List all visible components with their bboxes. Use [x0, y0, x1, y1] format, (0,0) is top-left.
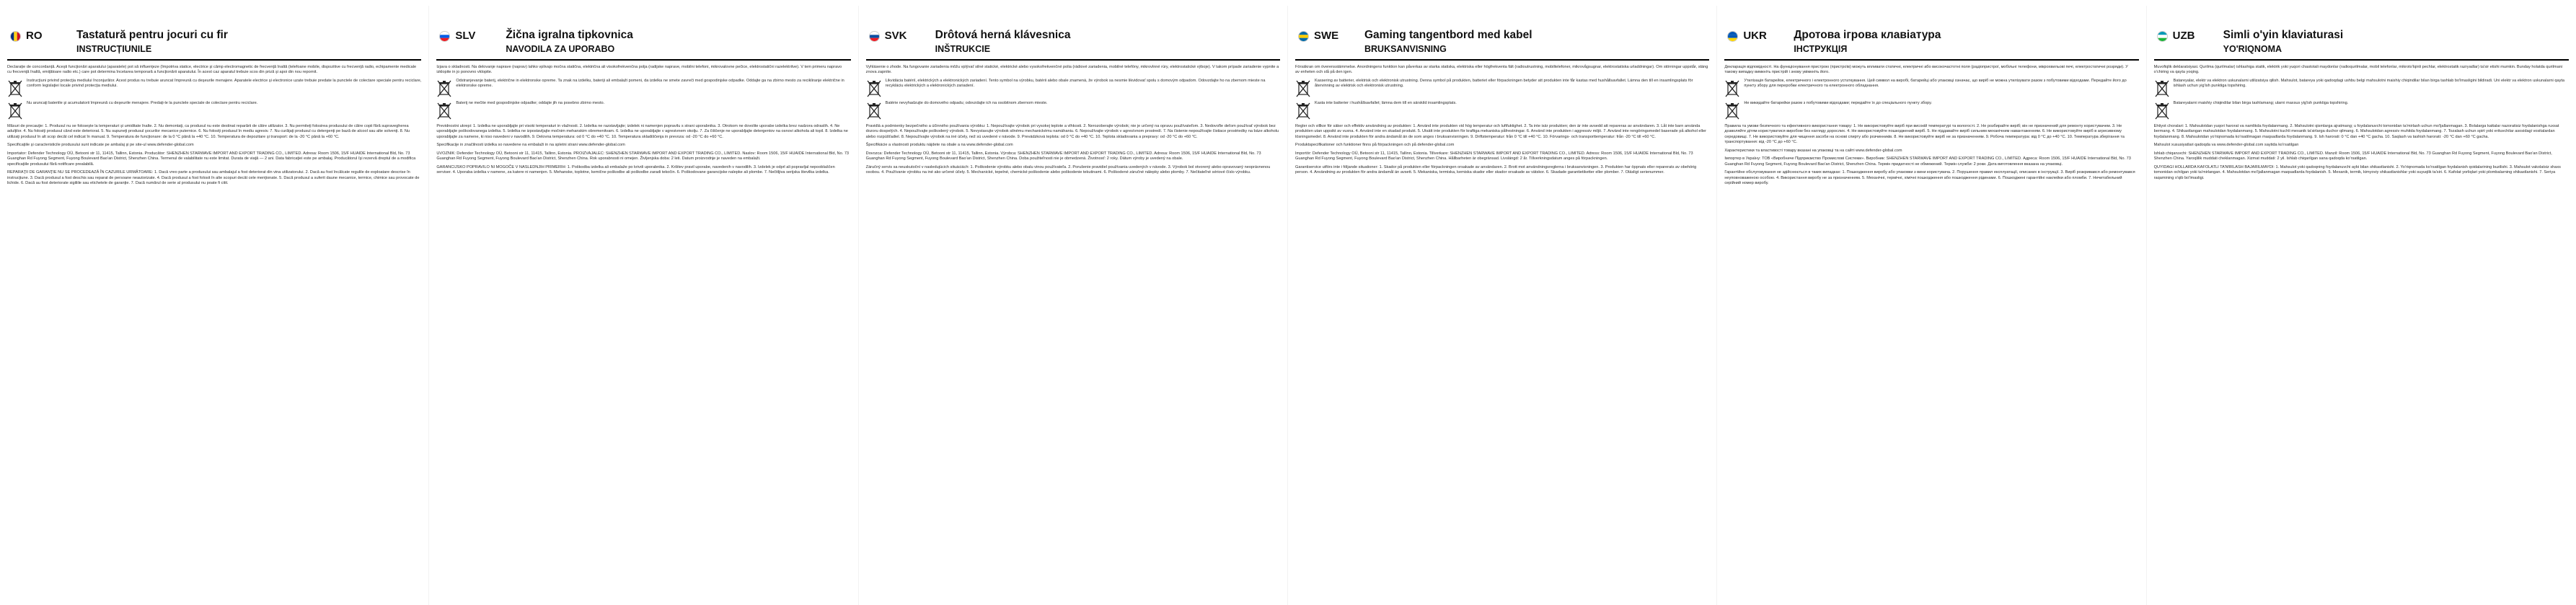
- column-header: [1724, 27, 2138, 61]
- body-paragraph: Špecifikácie a vlastnosti produktu nájdete na obale a na www.defender-global.com: [865, 143, 1013, 148]
- body-paragraph: Ehtiyot choralari: 1. Mahsulotdan yuqori harorat va namlikda foydalanmang. 2. Mahsulotni qismlarga ajratmang; u foydalanuvchi tomonidan ta'mirlash uchun mo'ljallanmagan. 3. Bolalarga kattalar nazoratisiz foydalanishga ruxsat bermang. 4. Shikastlangan mahsulotdan foydalanmang. 5. Mahsulotni kuchli mexanik ta'sirlarga duchor qilmang. 6. Mahsulotdan agressiv muhitda foydalanmang. 7. Tozalash uchun spirt yoki erituvchilar asosidagi vositalardan foydalanmang. 8. Mahsulotdan yo'riqnomada ko'rsatilmagan maqsadlarda foydalanmang. 9. Ish harorati: 0 °C dan +40 °C gacha. 10. Saqlash va tashish harorati: -20 °C dan +60 °C gacha.: [2153, 123, 2559, 139]
- crossed-bin-icon: [1295, 79, 1311, 98]
- column-header: [436, 27, 850, 61]
- body-paragraph: Importör: Defender Technology OÜ, Betooni str 11, 11415, Tallinn, Estonia. Tillverkare: SHENZHEN STARWAVE IMPORT AND EXPORT TRADING CO., LIMITED. Adress: Room 1506, 15/F HUAIDE International Bld, No. 73 Guanghan Rd Fuyong Segment, Fuyong Boulevard Bao'an District, Shenzhen China. Hållbarheten är obegränsad. Livslängd: 2 år. Tillverkningsdatum anges på förpackningen.: [1294, 151, 1693, 162]
- disposal-warning: [436, 79, 850, 98]
- warning-text: Instrucţiuni privind protecţia mediului înconjurător. Acest produs nu trebuie aruncat împreună cu deşeurile menajere. Aparatele electrice şi electronice uzate trebuie predate la punctele de colectare speciale pentru reciclare, conform legislaţiei locale privind protecţia mediului.: [27, 79, 422, 89]
- body-paragraph: REPARAŢII DE GARANŢIE NU SE PROCEDEAZĂ ÎN CAZURILE URMĂTOARE: 1. Dacă vreo parte a produsului sau ambalajul a fost deteriorat din vina utilizatorului. 2. Dacă au fost încălcate regulile de exploatare descrise în instrucţiune. 3. Dacă produsul a fost deschis sau reparat de persoane neautorizate. 4. Dacă produsul a fost folosit în alte scopuri decât cele menţionate. 5. Dacă produsul a suferit daune mecanice, termice, chimice sau provocate de lichide. 6. Dacă au fost deteriorate sigiliile sau etichetele de garanţie. 7. Dacă numărul de serie al produsului nu poate fi citit.: [7, 170, 420, 186]
- crossed-bin-icon: [1295, 102, 1311, 120]
- language-code: SVK: [884, 30, 907, 42]
- flag-icon: [2157, 31, 2168, 42]
- product-title: Simli o'yin klaviaturasi: [2223, 29, 2344, 41]
- body-paragraph: Muvofiqlik deklaratsiyasi. Qurilma (qurilmalar) ishlashiga statik, elektrik yoki yuqori chastotali maydonlar (radioqurilmalar, mobil telefonlar, mikroto'lqinli pechlar, elektrostatik razryadlar) ta'sir etishi mumkin. Bunday holatda qurilmani o'chiring va qayta yoqing.: [2153, 65, 2563, 75]
- warning-text: Likvidácia batérií, elektrických a elektronických zariadení. Tento symbol na výrobku, batérii alebo obale znamená, že výrobok sa nesmie likvidovať spolu s domovým odpadom. Odovzdajte ho na zbernom mieste na recykláciu elektrických a elektronických zariadení.: [885, 79, 1266, 89]
- section-subtitle: BRUKSANVISNING: [1364, 44, 1447, 54]
- language-column-ukr: [1717, 6, 2146, 605]
- language-code: RO: [26, 30, 43, 42]
- instruction-body: [1724, 65, 2138, 186]
- body-paragraph: UVOZNIK: Defender Technology OÜ, Betooni str 11, 11415, Tallinn, Estonia. PROIZVAJALEC: SHENZHEN STARWAVE IMPORT AND EXPORT TRADING CO., LIMITED. Naslov: Room 1506, 15/F HUAIDE International Bld, No. 73 Guanghan Rd Fuyong Segment, Fuyong Boulevard Bao'an District, Shenzhen China. Rok uporabnosti ni omejen. Življenjska doba: 2 leti. Datum proizvodnje je naveden na embalaži.: [436, 151, 850, 162]
- flag-icon: [1727, 31, 1738, 42]
- body-paragraph: GARANCIJSKO POPRAVILO NI MOGOČE V NASLEDNJIH PRIMERIH: 1. Poškodba izdelka ali embalaže po krivdi uporabnika. 2. Kršitev pravil uporabe, navedenih v navodilih. 3. Izdelek je odprl ali popravljal nepooblaščen serviser. 4. Uporaba izdelka v namene, za katere ni namenjen. 5. Mehanske, toplotne, kemične poškodbe ali poškodbe zaradi tekočin. 6. Poškodovane garancijske nalepke ali plombe. 7. Nečitljiva serijska številka izdelka.: [436, 165, 835, 175]
- body-paragraph: Характеристики та властивості товару вказані на упаковці та на сайті www.defender-global.com: [1724, 148, 1902, 153]
- disposal-warning: [7, 79, 421, 98]
- disposal-warning: [1724, 101, 2138, 120]
- product-title: Drôtová herná klávesnica: [935, 29, 1071, 41]
- language-column-swe: [1288, 6, 1717, 605]
- body-paragraph: Măsuri de precauţie: 1. Produsul nu se folosește la temperaturi şi umiditate înalte. 2. Nu demontaţi, ca produsul nu este destinat reparării de către utilizator. 3. Nu permiteţi folosirea produsului de către copii fără supravegherea adulţilor. 4. Nu folosiţi produsul când este deteriorat. 5. Nu supuneţi produsul şocurilor mecanice puternice. 6. Nu folosiţi produsul în mediu agresiv. 7. Nu curăţaţi produsul cu detergenţi pe bază de alcool sau alte solvenţi. 8. Nu utilizaţi produsul în alt scop decât cel indicat în manual. 9. Temperatura de funcţionare: de la 0 °C până la +40 °C. 10. Temperatura de depozitare şi transport: de la -20 °C până la +60 °C.: [7, 123, 410, 139]
- crossed-bin-icon: [7, 79, 23, 98]
- flag-icon: [1298, 31, 1309, 42]
- instruction-body: [1295, 65, 1709, 176]
- warning-text: Не викидайте батарейки разом з побутовими відходами; передайте їх до спеціального пункту збору.: [1744, 101, 1932, 106]
- column-header: [866, 27, 1280, 61]
- disposal-warning: [866, 79, 1280, 98]
- body-paragraph: Försäkran om överensstämmelse. Anordningens funktion kan påverkas av starka statiska, elektriska eller högfrekventa fält (radioutrustning, mobiltelefoner, mikrovågsugnar, elektrostatiska urladdningar). Om störningar uppstår, stäng av enheten och slå på den igen.: [1294, 65, 1708, 75]
- product-title: Žična igralna tipkovnica: [506, 29, 633, 41]
- body-paragraph: Specifikacije in značilnosti izdelka so navedene na embalaži in na spletni strani www.defender-global.com: [436, 143, 625, 148]
- language-column-uzb: [2147, 6, 2576, 605]
- body-paragraph: Previdnostni ukrepi: 1. Izdelka ne uporabljajte pri visoki temperaturi in vlažnosti. 2. Izdelka ne razstavljajte; izdelek ni namenjen popravilu s strani uporabnika. 3. Otrokom ne dovolite uporabe izdelka brez nadzora odraslih. 4. Ne uporabljajte poškodovanega izdelka. 5. Izdelka ne izpostavljajte močnim mehanskim obremenitvam. 6. Izdelka ne uporabljajte v agresivnem okolju. 7. Za čiščenje ne uporabljajte detergentov na osnovi alkohola ali topil. 8. Izdelka ne uporabljajte za namene, ki niso navedeni v navodilih. 9. Delovna temperatura: od 0 °C do +40 °C. 10. Temperatura skladiščenja in prevoza: od -20 °C do +60 °C.: [436, 123, 848, 139]
- column-header: [2154, 27, 2569, 61]
- warning-text: Odstranjevanje baterij, električne in elektronske opreme. Ta znak na izdelku, bateriji ali embalaži pomeni, da izdelka ne smete zavreči med gospodinjske odpadke. Oddajte ga na zbirno mesto za recikliranje električne in elektronske opreme.: [456, 79, 844, 89]
- body-paragraph: Mahsulot xususiyatlari qadoqda va www.defender-global.com saytida ko'rsatilgan: [2153, 143, 2299, 148]
- body-paragraph: QUYIDAGI HOLLARDA KAFOLATLI TA'MIRLASH BAJARILMAYDI: 1. Mahsulot yoki qadoqning foydalanuvchi aybi bilan shikastlanishi. 2. Yo'riqnomada ko'rsatilgan foydalanish qoidalarining buzilishi. 3. Mahsulot vakolatsiz shaxs tomonidan ochilgan yoki ta'mirlangan. 4. Mahsulotdan mo'ljallanmagan maqsadlarda foydalanish. 5. Mexanik, termik, kimyoviy shikastlanishlar yoki suyuqlik ta'siri. 6. Kafolat yorliqlari yoki plombalarning shikastlanishi. 7. Seriya raqamining o'qib bo'lmasligi.: [2153, 165, 2561, 180]
- language-column-slv: [429, 6, 858, 605]
- language-code: SLV: [455, 30, 476, 42]
- section-subtitle: YO'RIQNOMA: [2223, 44, 2282, 54]
- body-paragraph: Regler och villkor för säker och effektiv användning av produkten: 1. Använd inte produkten vid hög temperatur och luftfuktighet. 2. Ta inte isär produkten; den är inte avsedd att repareras av användaren. 3. Låt inte barn använda produkten utan uppsikt av vuxna. 4. Använd inte en skadad produkt. 5. Utsätt inte produkten för kraftiga mekaniska påfrestningar. 6. Använd inte produkten i aggressiv miljö. 7. Använd inte rengöringsmedel baserade på alkohol eller lösningsmedel. 8. Använd inte produkten för andra ändamål än de som anges i bruksanvisningen. 9. Driftstemperatur: från 0 °C till +40 °C. 10. Förvarings- och transporttemperatur: från -20 °C till +60 °C.: [1294, 123, 1706, 139]
- warning-text: Batérie nevyhadzujte do domového odpadu; odovzdajte ich na osobitnom zbernom mieste.: [885, 101, 1048, 106]
- body-paragraph: Produktspecifikationer och funktioner finns på förpackningen och på defender-global.com: [1294, 143, 1455, 148]
- body-paragraph: Ishlab chiqaruvchi: SHENZHEN STARWAVE IMPORT AND EXPORT TRADING CO., LIMITED. Manzil: Room 1506, 15/F HUAIDE International Bld, No. 73 Guanghan Rd Fuyong Segment, Fuyong Boulevard Bao'an District, Shenzhen China. Yaroqlilik muddati cheklanmagan. Xizmat muddati: 2 yil. Ishlab chiqarilgan sana qadoqda ko'rsatilgan.: [2153, 151, 2552, 162]
- language-code: UKR: [1743, 30, 1767, 42]
- crossed-bin-icon: [2154, 102, 2170, 120]
- language-column-svk: [859, 6, 1288, 605]
- warning-text: Baterij ne mečite med gospodinjske odpadke; oddajte jih na posebno zbirno mesto.: [456, 101, 605, 106]
- body-paragraph: Záručný servis sa neuskutoční v nasledujúcich situáciách: 1. Poškodenie výrobku alebo obalu vinou používateľa. 2. Porušenie pravidiel používania uvedených v návode. 3. Výrobok bol otvorený alebo opravovaný neoprávnenou osobou. 4. Používanie výrobku na iné ako určené účely. 5. Mechanické, tepelné, chemické poškodenie alebo poškodenie tekutinami. 6. Poškodené záručné nálepky alebo plomby. 7. Nečitateľné sériové číslo výrobku.: [865, 165, 1271, 175]
- instruction-body: [2154, 65, 2569, 181]
- product-title: Tastatură pentru jocuri cu fir: [76, 29, 228, 41]
- section-subtitle: ІНСТРУКЦІЯ: [1794, 44, 1848, 54]
- instruction-body: [866, 65, 1280, 176]
- body-paragraph: Declarație de concordanță. Aceşti funcţionări aparatului (aparatele) pot să influenţeze (împotriva statice, electrice şi câmp electromagnetic de frecvenţă înaltă (telefoane mobile, dispozitive cu frecvenţă radio, echipamente medicale cu frecvenţă înaltă, emiţătoare radio etc.) care pot determina încetarea temporară a funcţionării aparatului. În acest caz aparatul trebuie scos din priză şi apoi din nou repornit.: [7, 65, 417, 75]
- body-paragraph: Izjava o skladnosti. Na delovanje naprave (naprav) lahko vplivajo močna statična, električna ali visokofrekvenčna polja (radijske naprave, mobilni telefoni, mikrovalovne pečice, elektrostatični razelektritve). V tem primeru napravo izklopite in jo ponovno vklopite.: [436, 65, 842, 75]
- section-subtitle: INSTRUCȚIUNILE: [76, 44, 152, 54]
- disposal-warning: [1295, 101, 1709, 120]
- disposal-warning: [7, 101, 421, 120]
- disposal-warning: [2154, 79, 2569, 98]
- instruction-body: [436, 65, 850, 176]
- column-header: [7, 27, 421, 61]
- body-paragraph: Specificaţiile şi caracteristicile produsului sunt indicate pe ambalaj şi pe site-ul www.defender-global.com: [7, 143, 194, 148]
- crossed-bin-icon: [436, 79, 452, 98]
- disposal-warning: [2154, 101, 2569, 120]
- product-title: Дротова ігрова клавіатура: [1794, 29, 1941, 41]
- crossed-bin-icon: [2154, 79, 2170, 98]
- disposal-warning: [436, 101, 850, 120]
- flag-icon: [10, 31, 21, 42]
- warning-text: Nu aruncaţi bateriile şi acumulatorii împreună cu deşeurile menajere. Predaţi-le la punctele speciale de colectare pentru reciclare.: [27, 101, 258, 106]
- warning-text: Утилізація батарейок, електричного і електронного устаткування. Цей символ на виробі, батарейці або упаковці означає, що виріб не можна утилізувати разом з побутовими відходами. Передайте його до пункту збору для переробки електричного та електронного обладнання.: [1744, 79, 2127, 89]
- body-paragraph: Dovozca: Defender Technology OÜ, Betooni str 11, 11415, Tallinn, Estonia. Výrobca: SHENZHEN STARWAVE IMPORT AND EXPORT TRADING CO., LIMITED. Adresa: Room 1506, 15/F HUAIDE International Bld, No. 73 Guanghan Rd Fuyong Segment, Fuyong Boulevard Bao'an District, Shenzhen China. Doba použiteľnosti nie je obmedzená. Životnosť: 2 roky. Dátum výroby je uvedený na obale.: [865, 151, 1261, 162]
- crossed-bin-icon: [866, 79, 882, 98]
- body-paragraph: Garantiservice utförs inte i följande situationer: 1. Skador på produkten eller förpackningen orsakade av användaren. 2. Brott mot användningsreglerna i bruksanvisningen. 3. Produkten har öppnats eller reparerats av obehörig person. 4. Användning av produkten för andra ändamål än avsett. 5. Mekaniska, termiska, kemiska skador eller skador orsakade av vätskor. 6. Skadade garantietiketter eller plomber. 7. Oläsligt serienummer.: [1294, 165, 1697, 175]
- crossed-bin-icon: [1724, 79, 1740, 98]
- crossed-bin-icon: [7, 102, 23, 120]
- language-column-ro: [0, 6, 429, 605]
- flag-icon: [869, 31, 880, 42]
- body-paragraph: Vyhlásenie o zhode. Na fungovanie zariadenia môžu vplývať silné statické, elektrické alebo vysokofrekvenčné polia (rádiové zariadenia, mobilné telefóny, mikrovlnné rúry, elektrostatické výboje). V takom prípade zariadenie vypnite a znova zapnite.: [865, 65, 1279, 75]
- flag-icon: [439, 31, 450, 42]
- language-code: SWE: [1313, 30, 1339, 42]
- warning-text: Kasta inte batterier i hushållsavfallet; lämna dem till en särskild insamlingsplats.: [1314, 101, 1457, 106]
- body-paragraph: Pravidlá a podmienky bezpečného a účinného používania výrobku: 1. Nepoužívajte výrobok pri vysokej teplote a vlhkosti. 2. Nerozoberajte výrobok; nie je určený na opravu používateľom. 3. Nedovoľte deťom používať výrobok bez dozoru dospelých. 4. Nepoužívajte poškodený výrobok. 5. Nevystavujte výrobok silnému mechanickému namáhaniu. 6. Nepoužívajte výrobok v agresívnom prostredí. 7. Na čistenie nepoužívajte čistiace prostriedky na báze alkoholu alebo rozpúšťadiel. 8. Nepoužívajte výrobok na iné účely, než sú uvedené v návode. 9. Prevádzková teplota: od 0 °C do +40 °C. 10. Teplota skladovania a prepravy: od -20 °C do +60 °C.: [865, 123, 1279, 139]
- warning-text: Batareyalar, elektr va elektron uskunalarni utilizatsiya qilish. Mahsulot, batareya yoki qadoqdagi ushbu belgi mahsulotni maishiy chiqindilar bilan birga tashlab bo'lmasligini bildiradi. Uni elektr va elektron uskunalarni qayta ishlash uchun yig'ish punktiga topshiring.: [2173, 79, 2565, 89]
- disposal-warning: [1295, 79, 1709, 98]
- warning-text: Batareyalarni maishiy chiqindilar bilan birga tashlamang; ularni maxsus yig'ish punktiga topshiring.: [2173, 101, 2349, 106]
- crossed-bin-icon: [436, 102, 452, 120]
- body-paragraph: Правила та умови безпечного та ефективного використання товару: 1. Не використовуйте виріб при високій температурі та вологості. 2. Не розбирайте виріб; він не призначений для ремонту користувачем. 3. Не дозволяйте дітям користуватися виробом без нагляду дорослих. 4. Не використовуйте пошкоджений виріб. 5. Не піддавайте виріб сильним механічним навантаженням. 6. Не використовуйте виріб в агресивному середовищі. 7. Не використовуйте для чищення засоби на основі спирту або розчинників. 8. Не використовуйте виріб не за призначенням. 9. Робоча температура: від 0 °C до +40 °C. 10. Температура зберігання та транспортування: від -20 °C до +60 °C.: [1724, 123, 2125, 144]
- instruction-body: [7, 65, 421, 186]
- column-header: [1295, 27, 1709, 61]
- body-paragraph: Importator: Defender Technology OÜ, Betooni str 11, 11415, Tallinn, Estonia. Producător: SHENZHEN STARWAVE IMPORT AND EXPORT TRADING CO., LIMITED. Adresa: Room 1506, 15/F HUAIDE International Bld, No. 73 Guanghan Rd Fuyong Segment, Fuyong Boulevard Bao'an District, Shenzhen China. Termenul de valabilitate nu este limitat. Durata de viaţă — 2 ani. Data fabricaţiei este pe ambalaj. Producătorul îşi rezervă dreptul de a modifica specificaţiile produsului fără notificare prealabilă.: [7, 151, 416, 167]
- body-paragraph: Гарантійне обслуговування не здійснюється в таких випадках: 1. Пошкодження виробу або упаковки з вини користувача. 2. Порушення правил експлуатації, описаних в інструкції. 3. Виріб розкривався або ремонтувався неуповноваженою особою. 4. Використання виробу не за призначенням. 5. Механічні, термічні, хімічні пошкодження або пошкодження рідинами. 6. Пошкоджені гарантійні наклейки або пломби. 7. Нечитабельний серійний номер виробу.: [1724, 170, 2135, 186]
- language-code: UZB: [2172, 30, 2195, 42]
- section-subtitle: NAVODILA ZA UPORABO: [506, 44, 615, 54]
- section-subtitle: INŠTRUKCIE: [935, 44, 991, 54]
- body-paragraph: Імпортер в Україну: ТОВ «Виробниче Підприємство Промислові Системи». Виробник: SHENZHEN STARWAVE IMPORT AND EXPORT TRADING CO., LIMITED. Адреса: Room 1506, 15/F HUAIDE International Bld, No. 73 Guanghan Rd Fuyong Segment, Fuyong Boulevard Bao'an District, Shenzhen China. Термін придатності не обмежений. Термін служби: 2 роки. Дата виготовлення вказана на упаковці.: [1724, 156, 2131, 167]
- disposal-warning: [1724, 79, 2138, 98]
- product-title: Gaming tangentbord med kabel: [1364, 29, 1532, 41]
- crossed-bin-icon: [866, 102, 882, 120]
- warning-text: Kassering av batterier, elektrisk och elektronisk utrustning. Denna symbol på produkten, batteriet eller förpackningen betyder att produkten inte får kastas med hushållsavfallet. Lämna den till en insamlingsplats för återvinning av elektrisk och elektronisk utrustning.: [1314, 79, 1693, 89]
- disposal-warning: [866, 101, 1280, 120]
- crossed-bin-icon: [1724, 102, 1740, 120]
- body-paragraph: Декларація відповідності. На функціонування пристрою (пристроїв) можуть впливати статичні, електричні або високочастотні поля (радіопристрої, мобільні телефони, мікрохвильові печі, електростатичні розряди). У такому випадку вимкніть пристрій і знову увімкніть його.: [1724, 65, 2128, 75]
